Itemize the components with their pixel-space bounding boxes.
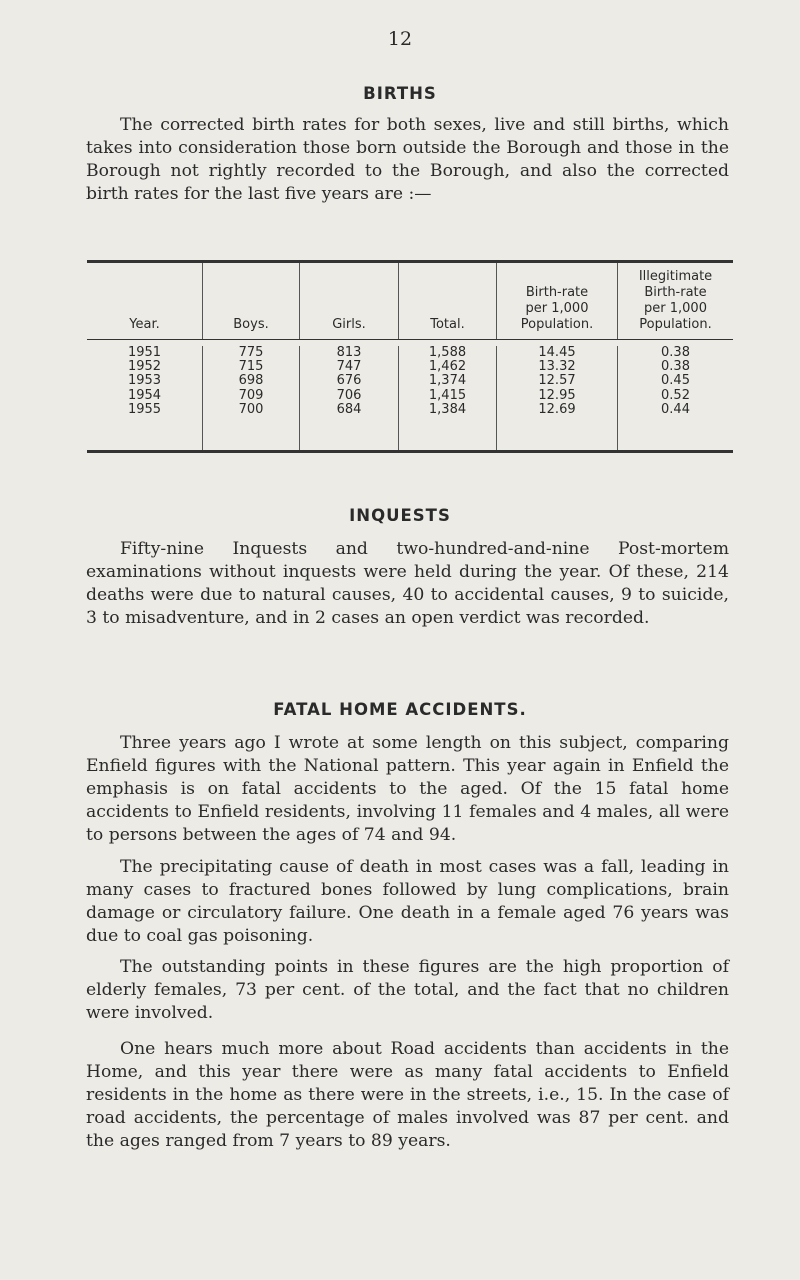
accidents-paragraph-1: Three years ago I wrote at some length on this subject, comparing Enfield figures with the National pattern. This year again in Enfield the emphasis is on fatal accidents to the aged. Of the 15 fatal home accidents to Enfield residents, involving 11 females and 4 males, all were to persons between the ages of 74 and 94. xyxy=(86,733,729,845)
inquests-heading: INQUESTS xyxy=(349,506,451,525)
cell-boys: 700 xyxy=(238,401,264,417)
page-number: 12 xyxy=(387,28,413,50)
accidents-paragraph-3: The outstanding points in these figures are the high proportion of elderly females, 73 per cent. of the total, and the fact that no children were involved. xyxy=(86,957,729,1023)
cell-girls: 684 xyxy=(336,401,362,417)
cell-total: 1,415 xyxy=(428,387,467,403)
cell-total: 1,374 xyxy=(428,373,467,389)
cell-year: 1955 xyxy=(127,401,162,417)
cell-birth-rate: 13.32 xyxy=(538,359,576,375)
column-boys xyxy=(202,346,299,450)
cell-boys: 715 xyxy=(238,359,264,375)
cell-year: 1951 xyxy=(127,345,162,360)
cell-illegitimate-rate: 0.52 xyxy=(661,387,690,403)
births-intro: The corrected birth rates for both sexes, live and still births, which takes into consideration those born outside the Borough and those in the Borough not rightly recorded to the Borough, and also the corrected birth rates for the last five years are :— xyxy=(86,115,729,204)
cell-birth-rate: 14.45 xyxy=(538,345,576,360)
column-year xyxy=(87,346,202,450)
cell-birth-rate: 12.69 xyxy=(538,401,576,417)
accidents-paragraph-4: One hears much more about Road accidents than accidents in the Home, and this year there were as many fatal accidents to Enfield residents in the home as there were in the streets, i.e., 15. In the case of road accidents, the percentage of males involved was 87 per cent. and the ages ranged from 7 years to 89 years. xyxy=(86,1039,729,1151)
column-birth-rate xyxy=(496,346,617,450)
fatal-home-accidents-heading: FATAL HOME ACCIDENTS. xyxy=(273,700,527,719)
cell-boys: 775 xyxy=(238,345,264,360)
column-total xyxy=(398,346,496,450)
cell-girls: 747 xyxy=(336,359,362,375)
cell-girls: 813 xyxy=(336,345,362,360)
cell-girls: 706 xyxy=(336,387,362,403)
header-illegitimate-birth-rate: Illegitimate Birth-rate per 1,000 Population. xyxy=(617,263,733,339)
cell-illegitimate-rate: 0.45 xyxy=(661,373,690,389)
cell-year: 1953 xyxy=(127,373,162,389)
cell-total: 1,384 xyxy=(428,401,467,417)
table-body xyxy=(87,340,733,450)
accidents-paragraph-2: The precipitating cause of death in most cases was a fall, leading in many cases to fractured bones followed by lung complications, brain damage or circulatory failure. One death in a female aged 76 years was due to coal gas poisoning. xyxy=(86,857,729,946)
cell-girls: 676 xyxy=(336,373,362,389)
column-girls xyxy=(299,346,398,450)
births-table xyxy=(87,260,733,453)
column-illegitimate-birth-rate xyxy=(617,346,733,450)
cell-boys: 698 xyxy=(238,373,264,389)
cell-year: 1954 xyxy=(127,387,162,403)
cell-total: 1,588 xyxy=(428,345,467,360)
cell-illegitimate-rate: 0.44 xyxy=(661,401,690,417)
table-header-row xyxy=(87,263,733,340)
cell-boys: 709 xyxy=(238,387,264,403)
cell-birth-rate: 12.95 xyxy=(538,387,576,403)
births-heading: BIRTHS xyxy=(363,84,437,103)
cell-total: 1,462 xyxy=(428,359,467,375)
header-birth-rate: Birth-rate per 1,000 Population. xyxy=(496,263,617,339)
header-total: Total. xyxy=(398,263,496,339)
header-boys: Boys. xyxy=(202,263,299,339)
cell-year: 1952 xyxy=(127,359,162,375)
header-girls: Girls. xyxy=(299,263,398,339)
cell-birth-rate: 12.57 xyxy=(538,373,576,389)
inquests-paragraph: Fifty-nine Inquests and two-hundred-and-nine Post-mortem examinations without inquests were held during the year. Of these, 214 deaths were due to natural causes, 40 to accidental causes, 9 to suicide, 3 to misadventure, and in 2 cases an open verdict was recorded. xyxy=(86,539,729,628)
header-year: Year. xyxy=(129,317,160,332)
cell-illegitimate-rate: 0.38 xyxy=(661,359,690,375)
cell-illegitimate-rate: 0.38 xyxy=(661,345,690,360)
